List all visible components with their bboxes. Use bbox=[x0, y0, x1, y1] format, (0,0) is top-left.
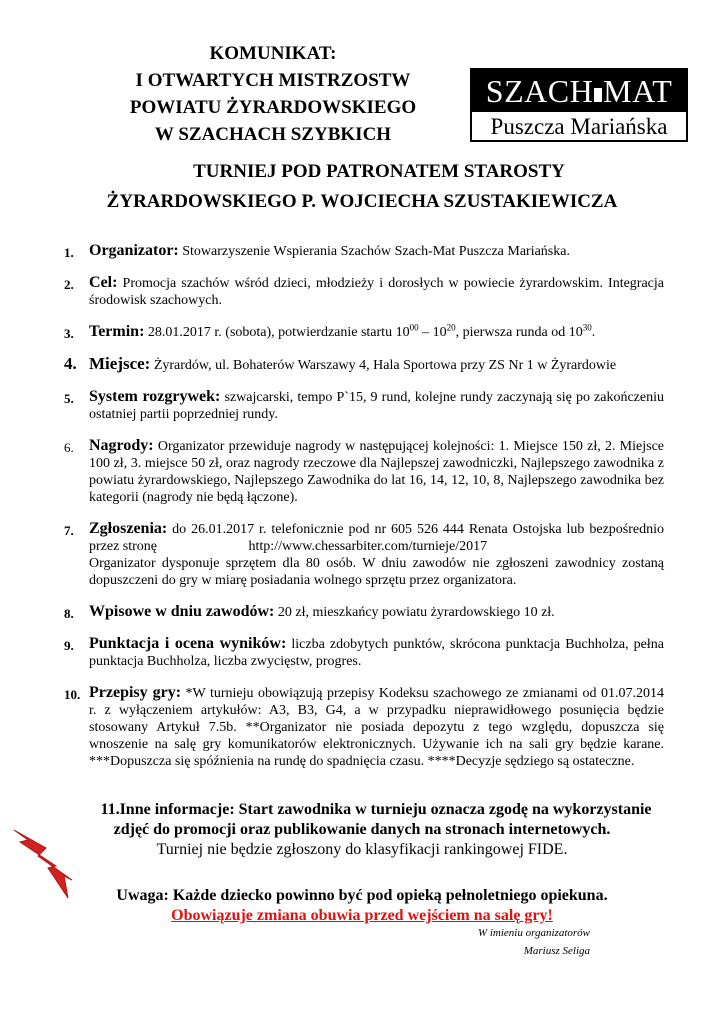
logo-part-2: MAT bbox=[603, 73, 673, 109]
item-number: 4. bbox=[64, 354, 77, 373]
item-text: do 26.01.2017 r. telefonicznie pod nr 605 526 444 Renata Ostojska lub bezpośrednio przez stronę bbox=[89, 522, 665, 554]
item-heading: System rozgrywek: bbox=[89, 388, 221, 405]
item-text: 28.01.2017 r. (sobota), potwierdzanie startu 10 bbox=[147, 325, 410, 340]
item-heading: Punktacja i ocena wyników: bbox=[89, 635, 287, 652]
other-info-line-1: 11.Inne informacje: Start zawodnika w turnieju oznacza zgodę na wykorzystanie bbox=[100, 801, 652, 818]
time-superscript: 00 bbox=[409, 322, 419, 333]
item-number: 1. bbox=[64, 245, 74, 260]
item-text: liczba zdobytych punktów, skrócona punktacja Buchholza, pełna punktacja Buchholza, liczba zwycięstw, progres. bbox=[89, 637, 665, 669]
item-heading: Nagrody: bbox=[89, 437, 154, 454]
list-item-goal bbox=[64, 274, 664, 309]
list-item-organizer bbox=[64, 242, 664, 260]
item-heading: Cel: bbox=[89, 274, 118, 291]
item-number: 6. bbox=[64, 440, 74, 455]
title-line-4: W SZACHACH SZYBKICH bbox=[154, 124, 392, 145]
item-heading: Termin: bbox=[89, 323, 145, 340]
item-number: 5. bbox=[64, 391, 74, 406]
item-text: . bbox=[591, 325, 596, 340]
time-superscript: 30 bbox=[582, 322, 592, 333]
registration-link[interactable]: http://www.chessarbiter.com/turnieje/2017 bbox=[248, 539, 488, 554]
other-info bbox=[0, 800, 724, 860]
list-item-prizes bbox=[64, 437, 664, 506]
club-logo bbox=[470, 68, 688, 142]
list-item-registration bbox=[64, 520, 664, 589]
item-number: 2. bbox=[64, 277, 74, 292]
title-block bbox=[108, 40, 438, 148]
item-heading: Wpisowe w dniu zawodów: bbox=[89, 603, 275, 620]
item-text: , pierwsza runda od 10 bbox=[455, 325, 583, 340]
item-text: – 10 bbox=[418, 325, 447, 340]
item-text: szwajcarski, tempo P`15, 9 rund, kolejne rundy zaczynają się po zakończeniu ostatniej partii poprzedniej rundy. bbox=[89, 390, 665, 422]
rules-list bbox=[64, 242, 664, 784]
item-text: Promocja szachów wśród dzieci, młodzieży i dorosłych w powiecie żyrardowskim. Integracja środowisk szachowych. bbox=[89, 276, 664, 308]
logo-subtitle: Puszcza Mariańska bbox=[490, 114, 668, 139]
logo-wordmark bbox=[472, 70, 686, 112]
title-line-3: POWIATU ŻYRARDOWSKIEGO bbox=[129, 97, 417, 118]
item-text-continued: Organizator dysponuje sprzętem dla 80 osób. W dniu zawodów nie zgłoszeni zawodnicy zostaną dopuszczeni do gry w miarę posiadania wolnego sprzętu przez organizatora. bbox=[89, 556, 664, 588]
item-text: 20 zł, mieszkańcy powiatu żyrardowskiego 10 zł. bbox=[277, 605, 555, 620]
list-item-rules bbox=[64, 684, 664, 770]
signature-name: Mariusz Seliga bbox=[523, 945, 590, 957]
time-superscript: 20 bbox=[446, 322, 456, 333]
item-text: Organizator przewiduje nagrody w następującej kolejności: 1. Miejsce 150 zł, 2. Miejsce 100 zł, 3. miejsce 50 zł, oraz nagrody rzeczowe dla Najlepszej zawodniczki, Najlepszego zawodnika z powiatu żyrardowskiego, Najlepszego Zawodnika do lat 16, 14, 12, 10, 8, Najlepszego zawodnika bez kategorii (nagrody nie będą łączone). bbox=[89, 439, 664, 505]
signature bbox=[440, 924, 590, 960]
signature-line-1: W imieniu organizatorów bbox=[477, 927, 590, 939]
subtitle-line-1: TURNIEJ POD PATRONATEM STAROSTY bbox=[193, 161, 565, 182]
item-number: 8. bbox=[64, 606, 74, 621]
item-number: 9. bbox=[64, 638, 74, 653]
item-text: *W turnieju obowiązują przepisy Kodeksu szachowego ze zmianami od 01.07.2014 r. z wyłączeniem artykułów: A3, B3, G4, a w przypadku nieprawidłowego posunięcia będzie stosowany Artykuł 7.5b. **Organizator nie posiada depozytu z tego względu, dopuszcza się wnoszenie na salę gry komunikatorów elektronicznych. Używanie ich na sali gry będzie karane. ***Dopuszcza się spóźnienia na rundę do spadnięcia czasu. ****Decyzje sędziego są ostateczne. bbox=[89, 686, 665, 769]
item-heading: Miejsce: bbox=[89, 354, 151, 373]
list-item-place bbox=[64, 355, 664, 374]
item-heading: Zgłoszenia: bbox=[89, 520, 168, 537]
notice bbox=[0, 886, 724, 926]
notice-line-1: Uwaga: Każde dziecko powinno być pod opieką pełnoletniego opiekuna. bbox=[116, 887, 608, 904]
title-line-2: I OTWARTYCH MISTRZOSTW bbox=[135, 70, 411, 91]
list-item-scoring bbox=[64, 635, 664, 670]
item-heading: Przepisy gry: bbox=[89, 684, 182, 701]
logo-part-1: SZACH bbox=[485, 73, 594, 109]
logo-dash bbox=[594, 88, 602, 102]
title-line-1: KOMUNIKAT: bbox=[209, 43, 337, 64]
other-info-line-3: Turniej nie będzie zgłoszony do klasyfikacji rankingowej FIDE. bbox=[156, 841, 568, 858]
item-number: 3. bbox=[64, 326, 74, 341]
item-heading: Organizator: bbox=[89, 242, 179, 259]
list-item-date bbox=[64, 323, 664, 341]
other-info-line-2: zdjęć do promocji oraz publikowanie danych na stronach internetowych. bbox=[113, 821, 611, 838]
list-item-fee bbox=[64, 603, 664, 621]
subtitle-line-2: ŻYRARDOWSKIEGO P. WOJCIECHA SZUSTAKIEWICZA bbox=[106, 191, 618, 212]
item-number: 10. bbox=[64, 687, 81, 702]
list-item-system bbox=[64, 388, 664, 423]
item-text: Żyrardów, ul. Bohaterów Warszawy 4, Hala Sportowa przy ZS Nr 1 w Żyrardowie bbox=[153, 358, 617, 373]
item-number: 7. bbox=[64, 523, 74, 538]
item-text: Stowarzyszenie Wspierania Szachów Szach-Mat Puszcza Mariańska. bbox=[182, 244, 570, 259]
notice-line-2: Obowiązuje zmiana obuwia przed wejściem na salę gry! bbox=[171, 907, 553, 924]
